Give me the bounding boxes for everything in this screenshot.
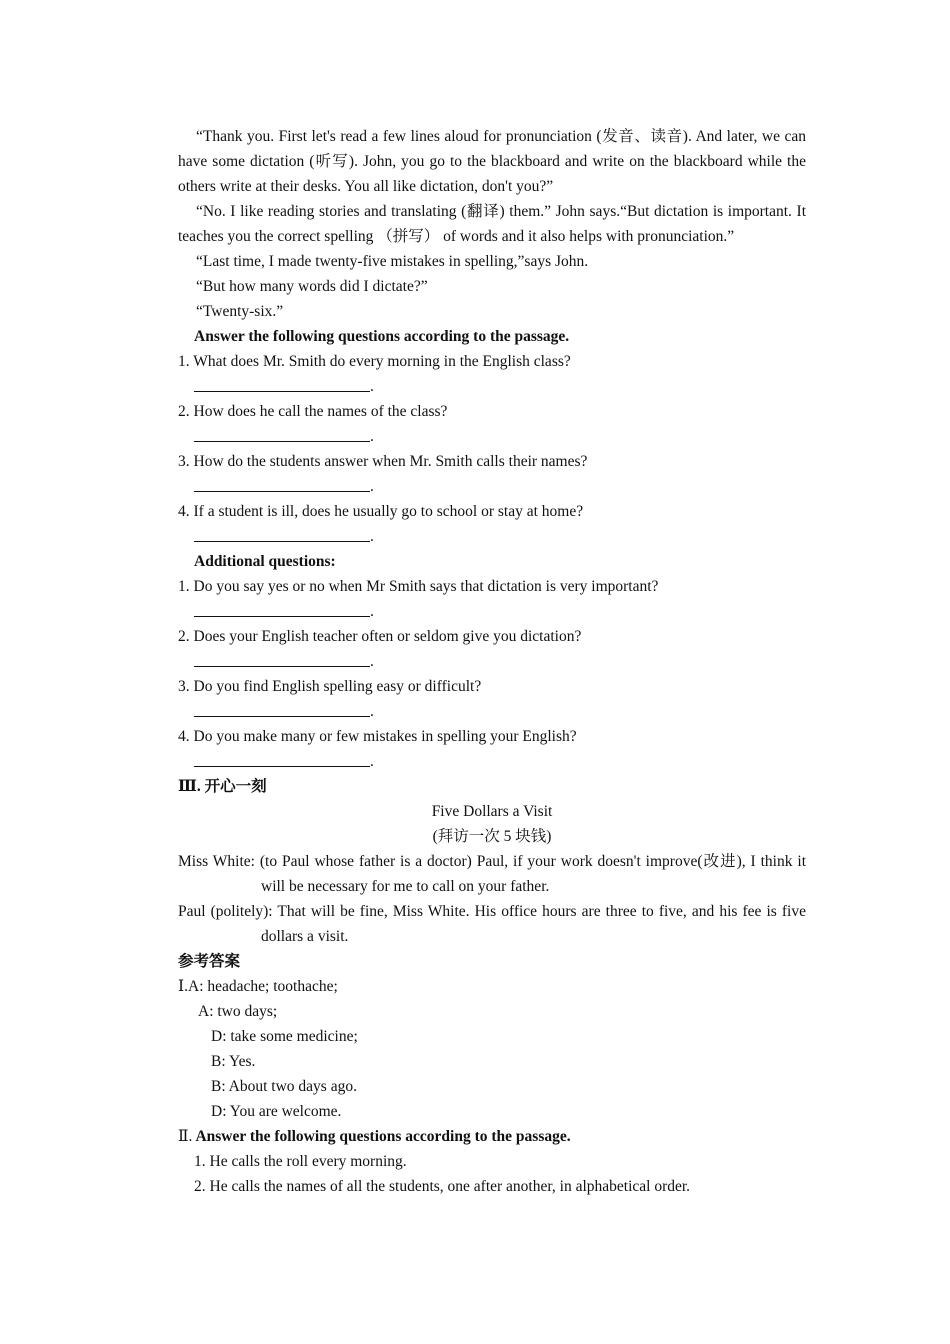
blank-period: . <box>370 653 374 670</box>
answer-line <box>194 474 370 492</box>
answer-line-item: 1. He calls the roll every morning. <box>194 1153 407 1170</box>
answer-line-item: 2. He calls the names of all the students, one after another, in alphabetical order. <box>194 1178 691 1195</box>
passage-paragraph: “Twenty-six.” <box>196 303 284 320</box>
answer-line-item: B: About two days ago. <box>211 1078 357 1095</box>
passage-paragraph: “Thank you. First let's read a few lines aloud for pronunciation (发音、读音). And later, we can have some dictation (听写). John, you go to the blackboard and write on the blackboard while the others write at their desks. You all like dictation, don't you?” <box>178 128 806 195</box>
question-item: 3. Do you find English spelling easy or difficult? <box>178 678 482 695</box>
additional-heading: Additional questions: <box>194 553 336 570</box>
part2-title: Answer the following questions according to the passage. <box>192 1128 571 1145</box>
answer-line-item: D: You are welcome. <box>211 1103 342 1120</box>
answer-line <box>194 749 370 767</box>
blank-period: . <box>370 428 374 445</box>
answer-blank[interactable] <box>178 524 806 549</box>
section-heading: Ⅲ. 开心一刻 <box>178 778 267 795</box>
answer-line <box>194 524 370 542</box>
question-item: 2. Does your English teacher often or seldom give you dictation? <box>178 628 582 645</box>
answer-line-item: B: Yes. <box>211 1053 256 1070</box>
document-body <box>178 124 806 1199</box>
question-item: 1. What does Mr. Smith do every morning in the English class? <box>178 353 571 370</box>
answer-line <box>194 649 370 667</box>
answer-line-item: Ⅰ.A: headache; toothache; <box>178 978 338 995</box>
question-item: 1. Do you say yes or no when Mr Smith says that dictation is very important? <box>178 578 659 595</box>
answer-blank[interactable] <box>178 749 806 774</box>
answer-blank[interactable] <box>178 649 806 674</box>
answer-line <box>194 699 370 717</box>
passage-paragraph: “No. I like reading stories and translating (翻译) them.” John says.“But dictation is important. It teaches you the correct spelling （拼写） of words and it also helps with pronunciation.” <box>178 203 806 245</box>
questions-heading: Answer the following questions according to the passage. <box>194 328 570 345</box>
question-item: 3. How do the students answer when Mr. Smith calls their names? <box>178 453 588 470</box>
joke-title: Five Dollars a Visit <box>431 803 553 820</box>
part2-number: Ⅱ. <box>178 1128 193 1145</box>
answer-blank[interactable] <box>178 474 806 499</box>
answer-line <box>194 424 370 442</box>
dialogue-line: Paul (politely): That will be fine, Miss White. His office hours are three to five, and his fee is five dollars a visit. <box>178 903 806 945</box>
blank-period: . <box>370 753 374 770</box>
blank-period: . <box>370 703 374 720</box>
answer-blank[interactable] <box>178 699 806 724</box>
blank-period: . <box>370 378 374 395</box>
passage-paragraph: “But how many words did I dictate?” <box>196 278 428 295</box>
answer-blank[interactable] <box>178 599 806 624</box>
blank-period: . <box>370 528 374 545</box>
answer-line <box>194 599 370 617</box>
question-item: 2. How does he call the names of the class? <box>178 403 448 420</box>
answer-line-item: A: two days; <box>198 1003 278 1020</box>
answer-blank[interactable] <box>178 424 806 449</box>
question-item: 4. Do you make many or few mistakes in spelling your English? <box>178 728 577 745</box>
passage-paragraph: “Last time, I made twenty-five mistakes in spelling,”says John. <box>196 253 589 270</box>
answer-line <box>194 374 370 392</box>
joke-subtitle: (拜访一次 5 块钱) <box>432 828 552 845</box>
answer-line-item: D: take some medicine; <box>211 1028 358 1045</box>
question-item: 4. If a student is ill, does he usually go to school or stay at home? <box>178 503 584 520</box>
answers-heading: 参考答案 <box>178 953 241 970</box>
dialogue-line: Miss White: (to Paul whose father is a doctor) Paul, if your work doesn't improve(改进), I think it will be necessary for me to call on your father. <box>178 853 806 895</box>
answer-blank[interactable] <box>178 374 806 399</box>
answers-part2-heading <box>178 1124 806 1149</box>
blank-period: . <box>370 478 374 495</box>
blank-period: . <box>370 603 374 620</box>
